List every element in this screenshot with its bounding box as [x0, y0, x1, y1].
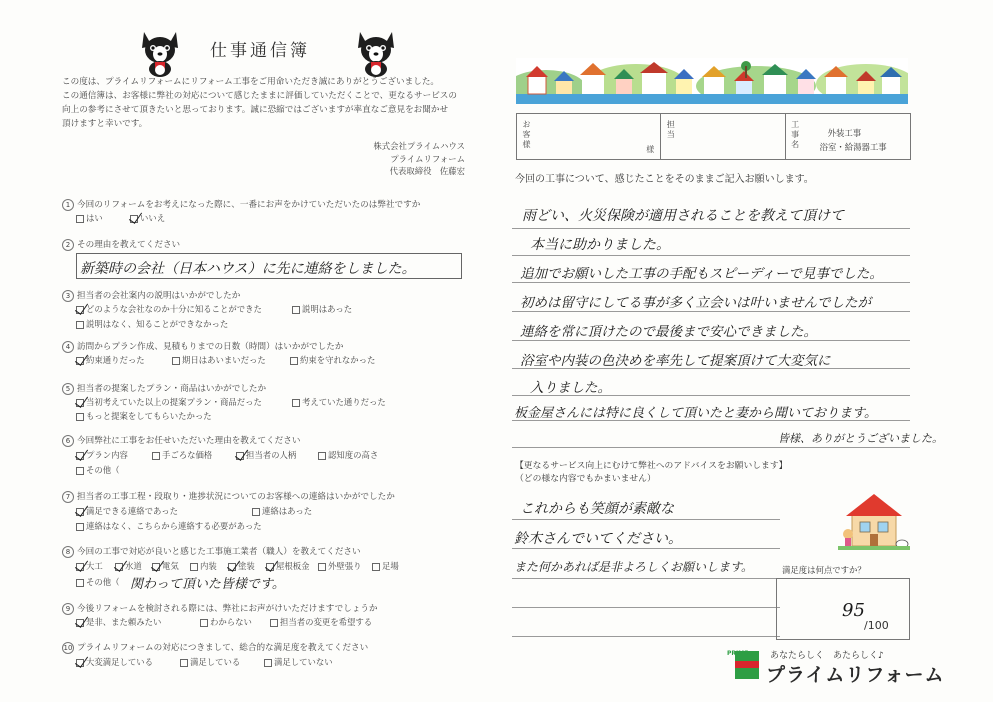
q8-option-other[interactable]: その他（: [76, 576, 120, 588]
feedback-line-2: 本当に助かりました。: [530, 237, 670, 253]
q9-option-2[interactable]: わからない: [200, 616, 252, 628]
checkbox[interactable]: [190, 563, 198, 571]
q5-option-2[interactable]: 考えていた通りだった: [292, 396, 386, 408]
staff-label: 担当: [666, 120, 676, 140]
checkbox-checked[interactable]: [152, 563, 160, 571]
question-4: 4 訪問からプラン作成、見積もりまでの日数（時間）はいかがでしたか: [62, 340, 343, 353]
checkbox-checked[interactable]: [76, 619, 84, 627]
question-10: 10 プライムリフォームの対応につきまして、総合的な満足度を教えてください: [63, 643, 369, 653]
q8-option-plumbing[interactable]: 水道: [115, 560, 142, 572]
checkbox[interactable]: [152, 452, 160, 460]
q8-option-carpenter[interactable]: 大工: [76, 560, 103, 572]
q9-option-1[interactable]: 是非、また頼みたい: [76, 616, 161, 628]
town-illustration-banner: [516, 58, 908, 104]
checkbox[interactable]: [318, 452, 326, 460]
signature-line: プライムリフォーム: [390, 153, 465, 164]
signature-line: 代表取締役 佐藤宏: [389, 166, 465, 176]
page-title: 仕事通信簿: [210, 41, 310, 61]
feedback-instruction: 今回の工事について、感じたことをそのままご記入お願いします。: [515, 174, 814, 185]
q6-option-3[interactable]: 担当者の人柄: [236, 449, 296, 461]
checkbox[interactable]: [252, 508, 260, 516]
customer-info-table: [516, 113, 911, 160]
feedback-line-1: 雨どい、火災保険が適用されることを教えて頂けて: [522, 208, 844, 224]
q8-option-painting[interactable]: 塗装: [228, 560, 255, 572]
checkbox-checked[interactable]: [76, 659, 84, 667]
q2-handwritten-answer: 新築時の会社（日本ハウス）に先に連絡をしました。: [80, 261, 416, 277]
q6-option-2[interactable]: 手ごろな価格: [152, 449, 212, 461]
checkbox-checked[interactable]: [130, 215, 138, 223]
q3-option-3[interactable]: 説明はなく、知ることができなかった: [76, 318, 228, 330]
ruled-line: [512, 311, 910, 312]
q5-option-1[interactable]: 当初考えていた以上の提案プラン・商品だった: [76, 396, 262, 408]
q7-option-1[interactable]: 満足できる連絡であった: [76, 505, 178, 517]
checkbox-checked[interactable]: [236, 452, 244, 460]
feedback-line-5: 連絡を常に頂けたので最後まで安心できました。: [520, 324, 817, 340]
q10-option-3[interactable]: 満足していない: [264, 656, 333, 668]
logo-text: PRIME: [727, 650, 749, 657]
checkbox[interactable]: [372, 563, 380, 571]
checkbox-checked[interactable]: [228, 563, 236, 571]
score-max: /100: [864, 619, 889, 632]
advice-line-3: また何かあれば是非よろしくお願いします。: [514, 560, 754, 574]
ruled-line: [512, 340, 910, 341]
q8-option-scaffold[interactable]: 足場: [372, 560, 399, 572]
customer-label: お客様: [522, 120, 531, 150]
q6-option-5[interactable]: その他（: [76, 464, 120, 476]
feedback-line-3: 追加でお願いした工事の手配もスピーディーで見事でした。: [520, 266, 883, 282]
checkbox[interactable]: [76, 467, 84, 475]
question-2: 2 その理由を教えてください: [62, 238, 180, 251]
logo-bar: [735, 661, 759, 668]
checkbox-checked[interactable]: [76, 563, 84, 571]
staff-cell[interactable]: [661, 114, 785, 159]
q8-handwritten-other: 関わって頂いた皆様です。: [130, 577, 285, 592]
q7-option-3[interactable]: 連絡はなく、こちらから連絡する必要があった: [76, 520, 262, 532]
q4-option-1[interactable]: 約束通りだった: [76, 354, 145, 366]
q3-option-1[interactable]: どのような会社なのか十分に知ることができた: [76, 303, 262, 315]
ruled-line: [512, 282, 910, 283]
boston-terrier-mascot-left-icon: [138, 28, 182, 78]
work-names: [820, 126, 887, 154]
q8-option-roof-sheet-metal[interactable]: 屋根板金: [266, 560, 310, 572]
work-name-cell[interactable]: [786, 114, 910, 159]
q6-option-4[interactable]: 認知度の高さ: [318, 449, 378, 461]
checkbox[interactable]: [76, 215, 84, 223]
checkbox[interactable]: [292, 306, 300, 314]
question-3: 3 担当者の会社案内の説明はいかがでしたか: [62, 289, 240, 302]
ruled-line: [512, 636, 780, 637]
checkbox-checked[interactable]: [266, 563, 274, 571]
intro-text: [62, 75, 462, 131]
intro-line: この通信簿は、お客様に弊社の対応について感じたままに評価していただくことで、更なるサービスの: [62, 91, 457, 101]
footer-tagline: あなたらしく あたらしく♪: [770, 651, 884, 661]
feedback-line-8: 板金屋さんには特に良くして頂いたと妻から聞いております。: [514, 406, 877, 421]
checkbox[interactable]: [270, 619, 278, 627]
score-label: 満足度は何点ですか？: [782, 565, 866, 575]
q9-option-3[interactable]: 担当者の変更を希望する: [270, 616, 372, 628]
ruled-line: [512, 255, 910, 256]
feedback-line-6: 浴室や内装の色決めを率先して提案頂けて大変気に: [520, 353, 831, 369]
checkbox-checked[interactable]: [76, 357, 84, 365]
customer-suffix: 様: [646, 145, 655, 154]
q1-option-no[interactable]: いいえ: [130, 212, 165, 224]
ruled-line: [512, 548, 780, 549]
feedback-extra: 皆様、ありがとうございました。: [778, 432, 943, 445]
q5-option-3[interactable]: もっと提案をしてもらいたかった: [76, 410, 212, 422]
ruled-line: [512, 607, 780, 608]
checkbox-checked[interactable]: [115, 563, 123, 571]
checkbox-checked[interactable]: [76, 508, 84, 516]
work-label: 工事名: [790, 120, 800, 150]
question-9: 9 今後リフォームを検討される際には、弊社にお声がけいただけますでしょうか: [62, 602, 378, 615]
question-8: 8 今回の工事で対応が良いと感じた工事施工業者（職人）を教えてください: [62, 545, 361, 558]
house-illustration-icon: [838, 490, 910, 552]
q8-option-interior[interactable]: 内装: [190, 560, 217, 572]
checkbox[interactable]: [76, 321, 84, 329]
ruled-line: [512, 519, 780, 520]
checkbox[interactable]: [290, 357, 298, 365]
q4-option-2[interactable]: 期日はあいまいだった: [172, 354, 266, 366]
advice-line-1: これからも笑顔が素敵な: [520, 501, 674, 517]
advice-title-line: （どの様な内容でもかまいません）: [515, 474, 656, 484]
advice-title: [515, 460, 787, 486]
ruled-line: [512, 228, 910, 229]
company-name: プライムリフォーム: [766, 664, 945, 686]
ruled-line: [512, 578, 780, 579]
work-name: 浴室・給湯器工事: [819, 142, 887, 152]
q3-option-2[interactable]: 説明はあった: [292, 303, 352, 315]
question-5: 5 担当者の提案したプラン・商品はいかがでしたか: [62, 382, 266, 395]
checkbox[interactable]: [318, 563, 326, 571]
q6-option-1[interactable]: プラン内容: [76, 449, 128, 461]
customer-name-cell[interactable]: [517, 114, 661, 159]
score-value: 95: [842, 600, 865, 621]
checkbox[interactable]: [180, 659, 188, 667]
q8-option-exterior-wall[interactable]: 外壁張り: [318, 560, 362, 572]
checkbox[interactable]: [76, 523, 84, 531]
advice-line-2: 鈴木さんでいてください。: [514, 531, 682, 547]
feedback-line-7: 入りました。: [530, 380, 611, 396]
work-name: 外装工事: [827, 128, 862, 138]
signature: [330, 140, 465, 178]
q8-option-electric[interactable]: 電気: [152, 560, 179, 572]
signature-line: 株式会社プライムハウス: [373, 141, 465, 151]
checkbox-checked[interactable]: [76, 399, 84, 407]
checkbox[interactable]: [292, 399, 300, 407]
q10-option-2[interactable]: 満足している: [180, 656, 240, 668]
checkbox[interactable]: [200, 619, 208, 627]
q7-option-2[interactable]: 連絡はあった: [252, 505, 312, 517]
q10-option-1[interactable]: 大変満足している: [76, 656, 153, 668]
q1-option-yes[interactable]: はい: [76, 212, 103, 224]
advice-title-line: 【更なるサービス向上にむけて弊社へのアドバイスをお願いします】: [515, 461, 788, 471]
feedback-line-4: 初めは留守にしてる事が多く立会いは叶いませんでしたが: [520, 295, 871, 311]
intro-line: 向上の参考にさせて頂きたいと思っております。誠に恐縮ではございますが率直なご意見をお聞かせ: [62, 105, 449, 115]
intro-line: 頂けますと幸いです。: [62, 119, 148, 129]
boston-terrier-mascot-right-icon: [354, 28, 398, 78]
checkbox[interactable]: [172, 357, 180, 365]
checkbox[interactable]: [264, 659, 272, 667]
question-6: 6 今回弊社に工事をお任せいただいた理由を教えてください: [62, 434, 300, 447]
q4-option-3[interactable]: 約束を守れなかった: [290, 354, 375, 366]
prime-logo-icon: [727, 650, 759, 679]
question-7: 7 担当者の工事工程・段取り・進捗状況についてのお客様への連絡はいかがでしたか: [62, 490, 395, 503]
checkbox[interactable]: [76, 413, 84, 421]
question-1: 1 今回のリフォームをお考えになった際に、一番にお声をかけていただいたのは弊社ですか: [62, 198, 420, 211]
intro-line: この度は、プライムリフォームにリフォーム工事をご用命いただき誠にありがとうございました。: [62, 77, 440, 87]
ruled-line: [512, 447, 910, 448]
checkbox-checked[interactable]: [76, 452, 84, 460]
checkbox-checked[interactable]: [76, 306, 84, 314]
checkbox[interactable]: [76, 579, 84, 587]
